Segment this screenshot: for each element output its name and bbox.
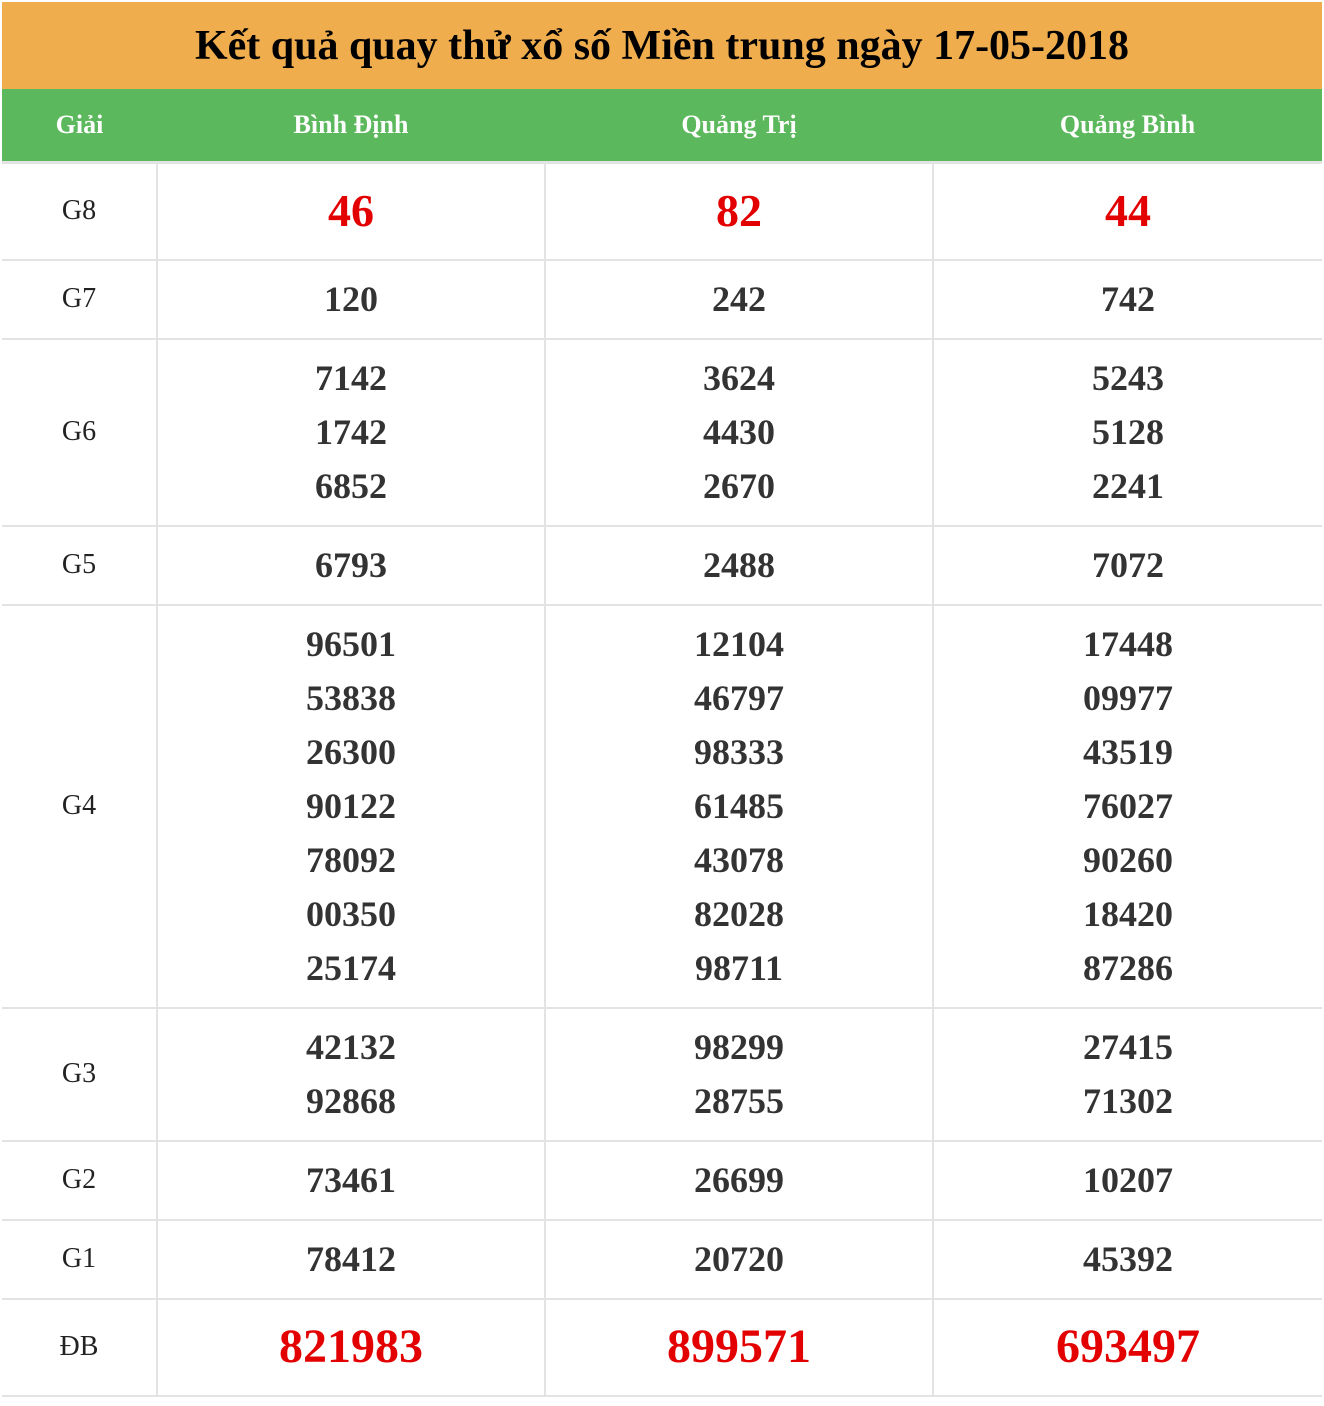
result-number: 18420 [1083,894,1173,934]
result-cell-quang-tri [545,1008,933,1141]
result-number: 73461 [306,1160,396,1200]
results-panel [2,2,1322,1397]
result-cell-quang-tri [545,526,933,605]
prize-label: G7 [2,260,157,339]
result-number: 7142 [315,358,387,398]
result-cell-quang-tri [545,605,933,1008]
result-number: 2241 [1092,466,1164,506]
result-cell-binh-dinh [157,1220,545,1299]
result-number: 09977 [1083,678,1173,718]
prize-row-g2 [2,1141,1322,1220]
result-number: 25174 [306,948,396,988]
result-number: 27415 [1083,1027,1173,1067]
result-number: 2670 [703,466,775,506]
result-cell-quang-binh [933,1141,1322,1220]
result-number: 61485 [694,786,784,826]
result-number: 71302 [1083,1081,1173,1121]
prize-label: ĐB [2,1299,157,1396]
result-number: 10207 [1083,1160,1173,1200]
prize-row-g6 [2,339,1322,526]
result-number: 43519 [1083,732,1173,772]
column-header-binh-dinh: Bình Định [157,89,545,163]
result-number: 28755 [694,1081,784,1121]
prize-row-g8 [2,163,1322,260]
result-number: 1742 [315,412,387,452]
page-title: Kết quả quay thử xổ số Miền trung ngày 17-05-2018 [2,2,1322,89]
result-cell-binh-dinh [157,1299,545,1396]
results-table [2,89,1322,1397]
result-number: 45392 [1083,1239,1173,1279]
result-cell-quang-tri [545,260,933,339]
result-cell-quang-tri [545,1299,933,1396]
result-number: 120 [324,279,378,319]
result-number: 53838 [306,678,396,718]
result-number: 6793 [315,545,387,585]
result-number: 00350 [306,894,396,934]
result-cell-quang-binh [933,163,1322,260]
result-number: 2488 [703,545,775,585]
prize-row-đb [2,1299,1322,1396]
prize-row-g3 [2,1008,1322,1141]
result-cell-quang-tri [545,163,933,260]
result-number: 82028 [694,894,784,934]
column-header-quang-binh: Quảng Bình [933,89,1322,163]
prize-label: G6 [2,339,157,526]
result-number: 821983 [279,1320,423,1373]
result-number: 5128 [1092,412,1164,452]
result-number: 6852 [315,466,387,506]
result-cell-binh-dinh [157,163,545,260]
prize-label: G1 [2,1220,157,1299]
result-number: 76027 [1083,786,1173,826]
result-cell-binh-dinh [157,260,545,339]
result-number: 87286 [1083,948,1173,988]
prize-row-g5 [2,526,1322,605]
result-number: 42132 [306,1027,396,1067]
result-cell-binh-dinh [157,339,545,526]
result-number: 899571 [667,1320,811,1373]
result-cell-binh-dinh [157,1141,545,1220]
result-number: 12104 [694,624,784,664]
result-number: 742 [1101,279,1155,319]
prize-label: G2 [2,1141,157,1220]
prize-row-g4 [2,605,1322,1008]
result-number: 26699 [694,1160,784,1200]
result-cell-quang-binh [933,260,1322,339]
result-number: 43078 [694,840,784,880]
result-number: 7072 [1092,545,1164,585]
result-number: 78412 [306,1239,396,1279]
result-number: 78092 [306,840,396,880]
result-number: 242 [712,279,766,319]
result-cell-quang-binh [933,526,1322,605]
prize-label: G8 [2,163,157,260]
result-number: 44 [1105,185,1151,237]
result-number: 98711 [694,948,783,988]
results-body [2,163,1322,1396]
result-cell-quang-binh [933,1008,1322,1141]
result-number: 82 [716,185,762,237]
result-cell-quang-binh [933,1220,1322,1299]
result-number: 98299 [694,1027,784,1067]
result-cell-quang-tri [545,1141,933,1220]
prize-row-g7 [2,260,1322,339]
result-number: 46 [328,185,374,237]
column-header-quang-tri: Quảng Trị [545,89,933,163]
result-cell-binh-dinh [157,605,545,1008]
result-number: 17448 [1083,624,1173,664]
result-number: 693497 [1056,1320,1200,1373]
result-number: 20720 [694,1239,784,1279]
result-number: 3624 [703,358,775,398]
prize-label: G3 [2,1008,157,1141]
result-number: 98333 [694,732,784,772]
result-number: 92868 [306,1081,396,1121]
result-number: 5243 [1092,358,1164,398]
prize-row-g1 [2,1220,1322,1299]
result-number: 26300 [306,732,396,772]
result-cell-binh-dinh [157,526,545,605]
result-cell-quang-binh [933,339,1322,526]
result-number: 90260 [1083,840,1173,880]
result-cell-quang-binh [933,605,1322,1008]
result-number: 96501 [306,624,396,664]
result-number: 90122 [306,786,396,826]
result-number: 46797 [694,678,784,718]
prize-label: G4 [2,605,157,1008]
result-cell-binh-dinh [157,1008,545,1141]
column-header-prize: Giải [2,89,157,163]
result-cell-quang-tri [545,1220,933,1299]
result-cell-quang-tri [545,339,933,526]
prize-label: G5 [2,526,157,605]
result-number: 4430 [703,412,775,452]
result-cell-quang-binh [933,1299,1322,1396]
header-row [2,89,1322,163]
